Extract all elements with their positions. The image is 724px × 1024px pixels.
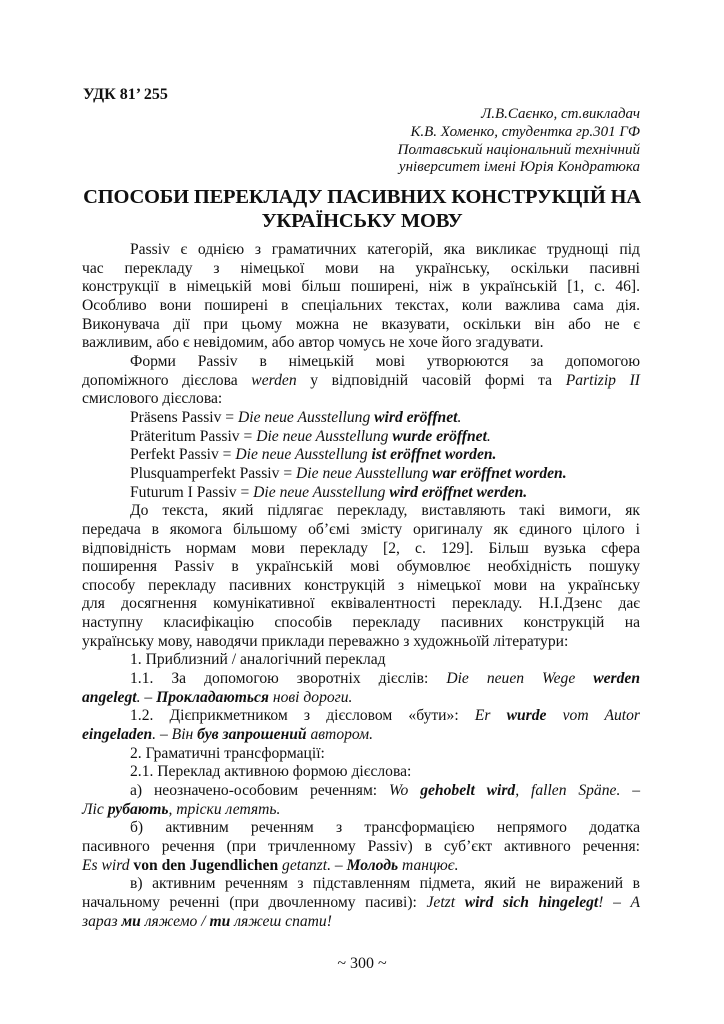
italic-text-run: нові дороги. — [268, 688, 353, 706]
text-run: Особливо вони поширені в спеціальних текстах, коли важлива сама дія. — [82, 296, 640, 314]
text-run: Виконувача дії при цьому можна не вказувати, оскільки він або не є — [82, 315, 640, 333]
italic-text-run: . – Він — [152, 726, 198, 744]
italic-text-run: getanzt. – — [278, 856, 347, 874]
emphasis-text-run: Прокладаються — [156, 688, 269, 706]
italic-text-run: Er — [474, 707, 507, 725]
italic-text-run: , тріски летять. — [168, 800, 281, 818]
article-title — [60, 185, 664, 233]
text-run: наступну класифікацію способів перекладу пасивних конструкцій на — [82, 614, 640, 632]
text-line — [82, 390, 640, 409]
text-line — [82, 894, 640, 913]
italic-text-run: , fallen Späne. – — [515, 782, 640, 800]
text-line — [82, 316, 640, 335]
text-line — [82, 782, 640, 801]
text-line — [82, 763, 640, 782]
text-line — [82, 838, 640, 857]
text-line — [82, 801, 640, 820]
text-line — [82, 484, 640, 503]
text-run: Passiv є однією з граматичних категорій, яка викликає труднощі під — [130, 241, 640, 258]
text-line — [82, 521, 640, 540]
text-line — [82, 465, 640, 484]
text-line — [82, 651, 640, 670]
italic-text-run: ! – А — [598, 893, 641, 911]
italic-text-run: Die neue Ausstellung — [238, 408, 375, 426]
italic-text-run: автором. — [306, 726, 373, 744]
italic-text-run: Jetzt — [426, 893, 465, 911]
text-line — [82, 428, 640, 447]
emphasis-text-run: wird eröffnet werden. — [389, 483, 528, 501]
emphasis-text-run: werden — [593, 670, 641, 688]
text-run: поширення Passiv в українській мові обумовлює необхідність пошуку — [82, 558, 640, 576]
text-run: важливим, або є невідомим, або автор чомусь не хоче його згадувати. — [82, 334, 544, 352]
text-line — [82, 297, 640, 316]
italic-text-run: Die neue Ausstellung — [296, 464, 433, 482]
text-run: До текста, який підлягає перекладу, виставляють такі вимоги, як — [130, 502, 640, 520]
text-line — [82, 241, 640, 260]
text-line — [82, 540, 640, 559]
text-line — [82, 726, 640, 745]
title-line-2: УКРАЇНСЬКУ МОВУ — [261, 210, 463, 232]
text-line — [82, 707, 640, 726]
text-line — [82, 353, 640, 372]
text-run: способу перекладу пасивних конструкцій з німецької мови на українську — [82, 576, 640, 594]
text-run: начальному реченні (при двочленному пасиві): — [82, 893, 427, 911]
text-run: а) неозначено-особовим реченням: — [130, 782, 389, 800]
text-run: 1. Приблизний / аналогічний переклад — [130, 651, 386, 669]
udk-code: УДК 81’ 255 — [83, 86, 168, 103]
text-line — [82, 614, 640, 633]
text-line — [82, 446, 640, 465]
emphasis-text-run: був запрошений — [197, 726, 307, 744]
emphasis-text-run: wird eröffnet — [374, 408, 458, 426]
text-line — [82, 819, 640, 838]
emphasis-text-run: wird sich hingelegt — [464, 893, 599, 911]
text-run: для досягнення комунікативної еквівалентності перекладу. Н.І.Дзенс дає — [82, 595, 640, 613]
italic-text-run: . — [457, 408, 462, 426]
emphasis-text-run: рубають — [107, 800, 169, 818]
author-1: Л.В.Саєнко, ст.викладач — [481, 106, 640, 122]
text-line — [82, 278, 640, 297]
article-body — [82, 241, 640, 931]
text-line — [82, 689, 640, 708]
affiliation-line-1: Полтавський національний технічний — [397, 141, 640, 158]
text-run: Futurum I Passiv = — [130, 483, 254, 501]
text-line — [82, 875, 640, 894]
italic-text-run: ляжеш спати! — [230, 912, 332, 930]
italic-text-run: танцює. — [398, 856, 459, 874]
italic-text-run: ляжемо / — [140, 912, 210, 930]
text-run: Perfekt Passiv = — [130, 446, 236, 464]
emphasis-text-run: eingeladen — [82, 726, 153, 744]
text-line — [82, 913, 640, 932]
emphasis-text-run: gehobelt wird — [420, 782, 516, 800]
italic-text-run: . – — [136, 688, 157, 706]
text-run: Präsens Passiv = — [130, 408, 238, 426]
italic-text-run: vom Autor — [546, 707, 641, 725]
text-run: відповідність нормам мови перекладу [2, с. 129]. Більш вузька сфера — [82, 539, 640, 557]
text-run: Форми Passiv в німецькій мові утворюются за допомогою — [130, 352, 640, 370]
text-line — [82, 577, 640, 596]
text-run: передача в якомога більшому об’ємі змісту оригиналу як єдиного цілого і — [82, 520, 640, 538]
text-run: пасивного речення (при тричленному Passiv) в суб’єкт активного речення: — [82, 838, 640, 855]
emphasis-text-run: wurde — [506, 707, 547, 725]
text-run: 1.1. За допомогою зворотніх дієслів: — [130, 670, 447, 688]
title-line-1: СПОСОБИ ПЕРЕКЛАДУ ПАСИВНИХ КОНСТРУКЦІЙ НА — [83, 186, 641, 208]
author-block — [398, 106, 640, 177]
text-line — [82, 409, 640, 428]
text-run: у відповідній часовій формі та — [296, 371, 566, 389]
affiliation-line-2: університет імені Юрія Кондратюка — [398, 159, 640, 176]
emphasis-text-run: wurde eröffnet — [392, 427, 487, 445]
text-line — [82, 745, 640, 764]
text-run: 1.2. Дієприкметником з дієсловом «бути»: — [130, 707, 475, 725]
italic-text-run: зараз — [82, 912, 122, 930]
text-line — [82, 670, 640, 689]
text-line — [82, 260, 640, 279]
italic-text-run: Die neuen Wege — [446, 670, 594, 688]
italic-text-run: Die neue Ausstellung — [235, 446, 372, 464]
emphasis-text-run: angelegt — [82, 688, 137, 706]
emphasis-text-run: ми — [121, 912, 141, 930]
italic-text-run: . — [486, 427, 491, 445]
emphasis-text-run: ist eröffnet worden. — [371, 446, 497, 464]
text-run: українську мову, наводячи приклади переважно з художньоїй літератури: — [82, 632, 569, 650]
text-run: смислового дієслова: — [82, 390, 223, 408]
emphasis-text-run: Молодь — [346, 856, 399, 874]
italic-text-run: Wo — [389, 782, 421, 800]
page-number: ~ 300 ~ — [337, 955, 387, 972]
emphasis-text-run: von den Jugendlichen — [133, 856, 279, 874]
emphasis-text-run: ти — [209, 912, 231, 930]
italic-text-run: Partizip II — [565, 371, 640, 389]
text-line — [82, 558, 640, 577]
text-run: конструкції в німецькій мові більш поширені, ніж в українській [1, с. 46]. — [82, 278, 640, 296]
text-run: допоміжного дієслова — [82, 371, 252, 389]
italic-text-run: Die neue Ausstellung — [256, 427, 393, 445]
author-2: К.В. Хоменко, студентка гр.301 ГФ — [410, 123, 640, 140]
text-line — [82, 595, 640, 614]
text-run: Plusquamperfekt Passiv = — [130, 464, 297, 482]
italic-text-run: Es wird — [82, 856, 134, 874]
text-line — [82, 857, 640, 876]
text-line — [82, 633, 640, 652]
text-run: 2.1. Переклад активною формою дієслова: — [130, 763, 412, 781]
emphasis-text-run: war eröffnet worden. — [432, 464, 567, 482]
text-line — [82, 372, 640, 391]
text-run: 2. Граматичні трансформації: — [130, 744, 325, 762]
italic-text-run: werden — [251, 371, 297, 389]
text-run: в) активним реченням з підставленням підмета, який не виражений в — [130, 875, 640, 893]
text-run: Präteritum Passiv = — [130, 427, 257, 445]
text-run: б) активним реченням з трансформацією непрямого додатка — [130, 819, 640, 837]
italic-text-run: Ліс — [82, 800, 108, 818]
text-line — [82, 334, 640, 353]
text-line — [82, 502, 640, 521]
text-run: час перекладу з німецької мови на українську, оскільки пасивні — [82, 259, 640, 277]
italic-text-run: Die neue Ausstellung — [253, 483, 390, 501]
